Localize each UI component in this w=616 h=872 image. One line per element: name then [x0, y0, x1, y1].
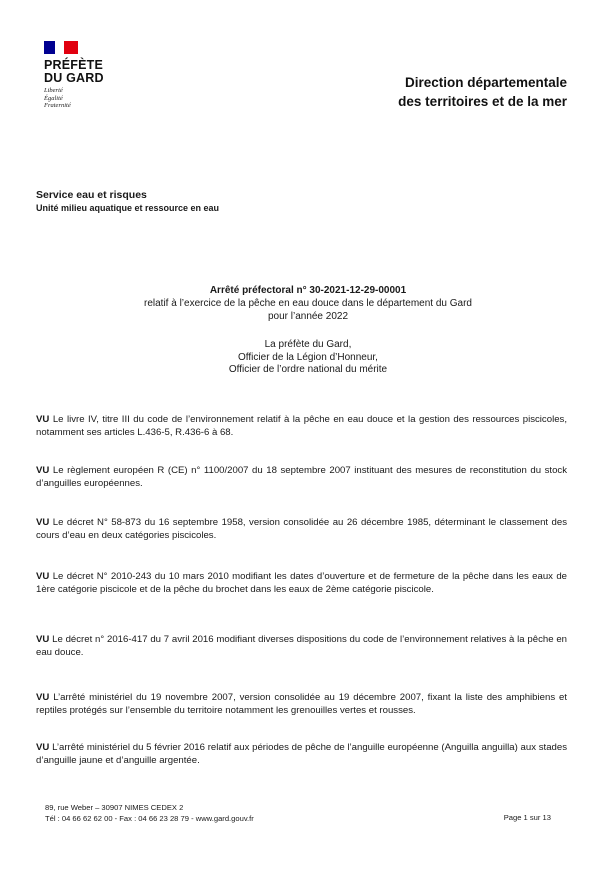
recital-text: Le livre IV, titre III du code de l’environnement relatif à la pêche en eau douce et la gestion des ressources piscicoles, notamment ses articles L.436-5, R.436-6 à 68. — [36, 414, 567, 438]
marianne-flag-icon — [44, 41, 78, 54]
recital — [36, 413, 567, 439]
logo-prefecture-line1: PRÉFÈTE — [44, 58, 104, 72]
recital — [36, 633, 567, 659]
decree-subject: relatif à l’exercice de la pêche en eau douce dans le département du Gard — [144, 298, 472, 309]
logo-motto-egalite: Égalité — [44, 94, 63, 102]
recital-text: Le décret N° 2010-243 du 10 mars 2010 modifiant les dates d’ouverture et de fermeture de la pêche dans les eaux de 1ère catégorie piscicole et de la pêche du brochet dans les eaux de 2ème catégorie piscicole. — [36, 571, 567, 595]
decree-title-block — [0, 284, 616, 323]
decree-title: Arrêté préfectoral n° 30-2021-12-29-00001 — [209, 285, 407, 296]
recital-prefix: VU — [36, 634, 50, 645]
page-footer — [45, 803, 254, 824]
authority-block — [0, 339, 616, 377]
recital-text: Le décret N° 58-873 du 16 septembre 1958, version consolidée au 26 décembre 1985, déterminant le classement des cours d’eau en deux catégories piscicoles. — [36, 517, 567, 541]
recital-prefix: VU — [36, 465, 50, 476]
authority-line1: La préfète du Gard, — [264, 339, 352, 350]
recital — [36, 570, 567, 596]
service-name: Service eau et risques — [36, 189, 147, 201]
direction-line1: Direction départementale — [404, 75, 567, 90]
recital-prefix: VU — [36, 414, 50, 425]
logo-prefecture-line2: DU GARD — [44, 71, 104, 85]
recital — [36, 516, 567, 542]
decree-year: pour l’année 2022 — [267, 311, 349, 322]
authority-line3: Officier de l’ordre national du mérite — [228, 364, 388, 375]
recital — [36, 741, 567, 767]
recital-prefix: VU — [36, 571, 50, 582]
recital — [36, 691, 567, 717]
footer-address: 89, rue Weber – 30907 NIMES CEDEX 2 — [45, 803, 184, 812]
logo-motto-liberte: Liberté — [44, 87, 63, 94]
recital-prefix: VU — [36, 517, 50, 528]
footer-contact: Tél : 04 66 62 62 00 - Fax : 04 66 23 28 79 - www.gard.gouv.fr — [45, 813, 254, 823]
prefecture-logo — [44, 41, 104, 110]
service-unit: Unité milieu aquatique et ressource en eau — [36, 203, 220, 213]
recital-text: Le décret n° 2016-417 du 7 avril 2016 modifiant diverses dispositions du code de l’environnement relatives à la pêche en eau douce. — [36, 634, 568, 658]
logo-motto-fraternite: Fraternité — [44, 102, 71, 109]
page-number: Page 1 sur 13 — [503, 813, 551, 822]
recital-text: L’arrêté ministériel du 5 février 2016 relatif aux périodes de pêche de l’anguille européenne (Anguilla anguilla) aux stades d’anguille jaune et d’anguille argentée. — [36, 742, 567, 766]
direction-heading — [398, 73, 567, 111]
recital — [36, 464, 567, 490]
direction-line2: des territoires et de la mer — [398, 94, 567, 109]
recital-text: Le règlement européen R (CE) n° 1100/2007 du 18 septembre 2007 instituant des mesures de reconstitution du stock d’anguilles européennes. — [36, 465, 568, 489]
recital-prefix: VU — [36, 692, 50, 703]
recital-text: L’arrêté ministériel du 19 novembre 2007, version consolidée au 19 décembre 2007, fixant la liste des amphibiens et reptiles protégés sur l’ensemble du territoire notamment les grenouilles vertes et rousses. — [36, 692, 567, 716]
service-block — [36, 189, 219, 215]
recital-prefix: VU — [36, 742, 50, 753]
authority-line2: Officier de la Légion d’Honneur, — [238, 351, 378, 363]
